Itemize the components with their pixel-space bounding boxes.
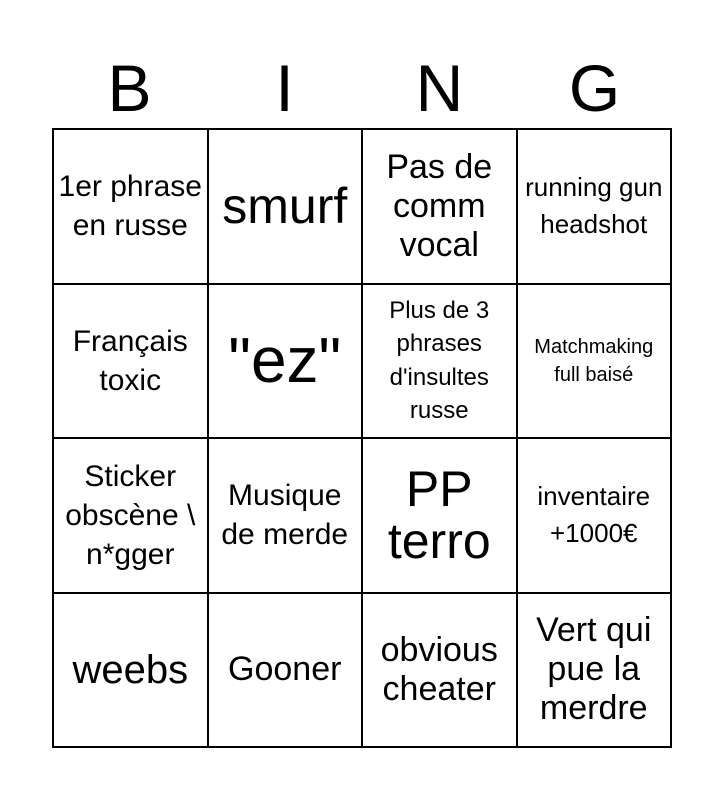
header-letter-i: I [275,51,294,125]
header-letter-n: N [415,51,464,125]
bingo-header [52,48,672,128]
bingo-grid [52,128,672,748]
bingo-cell-15[interactable]: obvious cheater [362,593,517,748]
bingo-cell-13[interactable]: weebs [53,593,208,748]
bingo-cell-12[interactable]: inventaire +1000€ [517,438,672,593]
bingo-cell-8[interactable]: Matchmaking full baisé [517,284,672,439]
header-letter-g: G [568,51,621,125]
bingo-cell-16[interactable]: Vert qui pue la merdre [517,593,672,748]
bingo-cell-11[interactable]: PP terro [362,438,517,593]
bingo-cell-10[interactable]: Musique de merde [208,438,363,593]
bingo-cell-7[interactable]: Plus de 3 phrases d'insultes russe [362,284,517,439]
bingo-cell-14[interactable]: Gooner [208,593,363,748]
bingo-cell-5[interactable]: Français toxic [53,284,208,439]
bingo-cell-4[interactable]: running gun headshot [517,129,672,284]
bingo-cell-1[interactable]: 1er phrase en russe [53,129,208,284]
bingo-cell-9[interactable]: Sticker obscène \ n*gger [53,438,208,593]
bingo-cell-2[interactable]: smurf [208,129,363,284]
bingo-cell-6[interactable]: "ez" [208,284,363,439]
header-letter-b: B [107,51,152,125]
bingo-cell-3[interactable]: Pas de comm vocal [362,129,517,284]
